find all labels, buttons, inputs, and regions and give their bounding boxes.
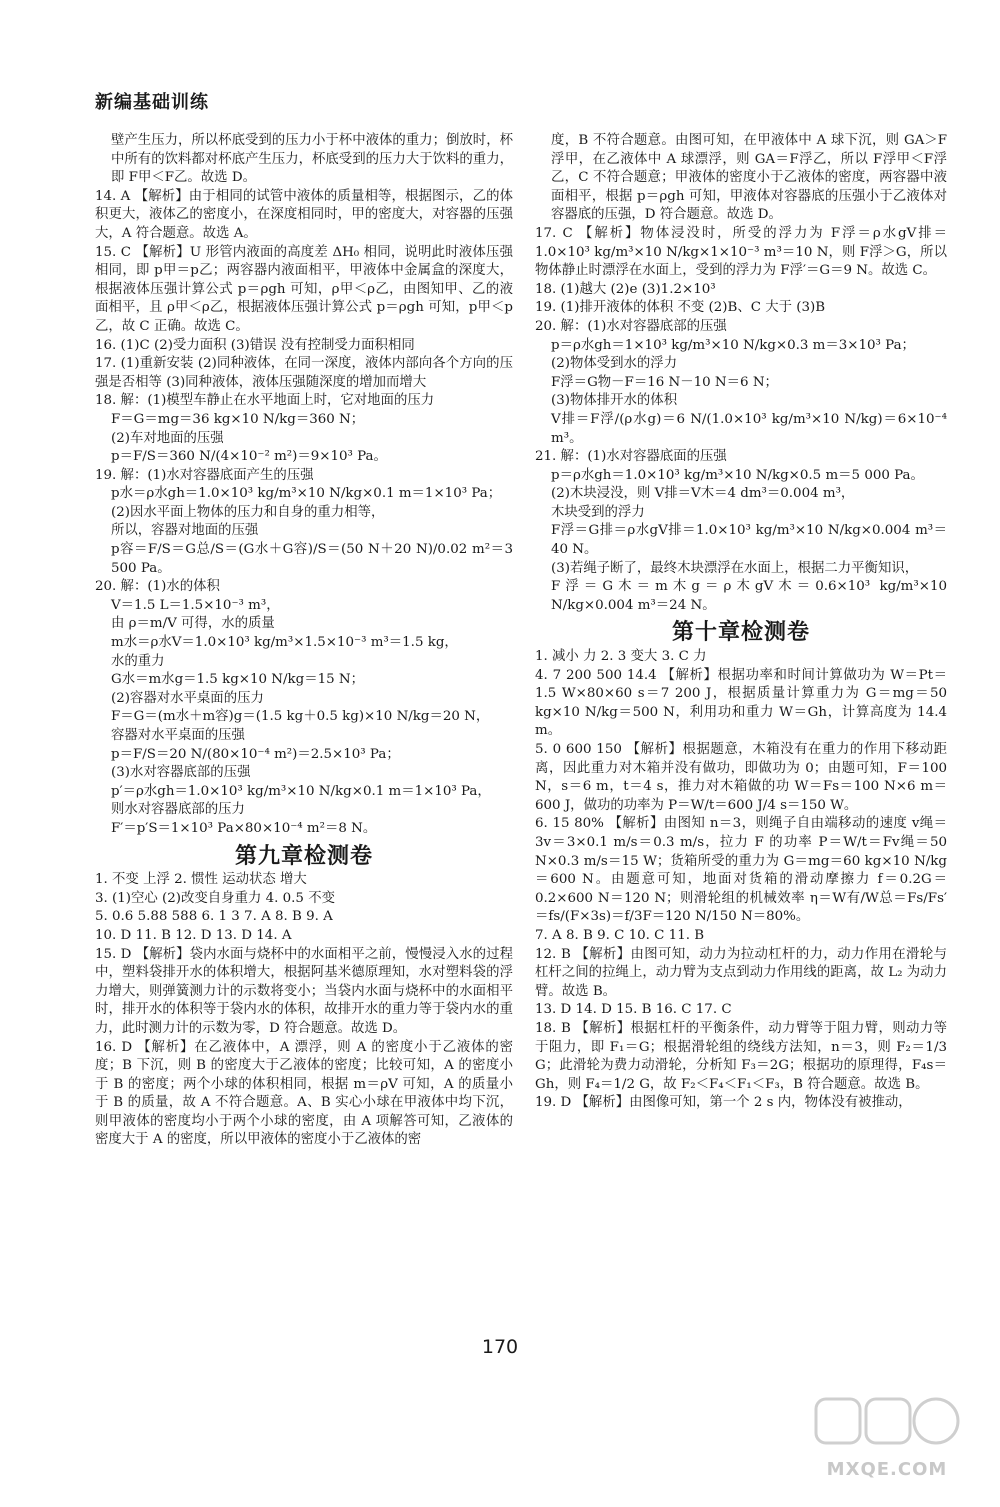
answer-paragraph: p＝ρ水gh＝1×10³ kg/m³×10 N/kg×0.3 m＝3×10³ Pa； bbox=[551, 337, 915, 353]
answer-paragraph: 16. D 【解析】在乙液体中，A 漂浮，则 A 的密度小于乙液体的密度；B 下沉，则 B 的密度大于乙液体的密度；比较可知，A 的密度小于 B 的密度；两个小球的体积相同，根据 m＝ρV 可知，A 的质量小于 B 的质量，故 A 不符合题意。A、B 实心小球在甲液体中均下沉，则甲液体的密度均小于两个小球的密度，由 A 项解答可知，乙液体的密度大于 A 的密度，所以甲液体的密度小于乙液体的密 bbox=[95, 1039, 513, 1148]
answer-paragraph: 19. D 【解析】由图像可知，第一个 2 s 内，物体没有被推动， bbox=[535, 1095, 912, 1111]
answer-paragraph: p水＝ρ水gh＝1.0×10³ kg/m³×10 N/kg×0.1 m＝1×10³ Pa； bbox=[111, 486, 502, 502]
answer-paragraph: (2)因水平面上物体的压力和自身的重力相等， bbox=[111, 504, 385, 520]
answer-paragraph: 19. 解：(1)水对容器底面产生的压强 bbox=[95, 467, 314, 483]
page-number: 170 bbox=[481, 1336, 519, 1358]
answer-paragraph: F′＝p′S＝1×10³ Pa×80×10⁻⁴ m²＝8 N。 bbox=[111, 820, 377, 836]
answer-paragraph: 6. 15 80% 【解析】由图知 n＝3，则绳子自由端移动的速度 v绳＝3v＝3×0.1 m/s＝0.3 m/s，拉力 F 的功率 P＝W/t＝Fv绳＝50 N×0.3 m/s＝15 W；货箱所受的重力为 G＝mg＝60 kg×10 N/kg＝600 N。由题意可知，地面对货箱的滑动摩擦力 f＝0.2G＝0.2×600 N＝120 N；则滑轮组的机械效率 η＝W有/W总＝Fs/Fs′＝fs/(F×3s)＝f/3F＝120 N/150 N＝80%。 bbox=[535, 816, 947, 925]
answer-paragraph: 15. D 【解析】袋内水面与烧杯中的水面相平之前，慢慢浸入水的过程中，塑料袋排开水的体积增大，根据阿基米德原理知，水对塑料袋的浮力增大，则弹簧测力计的示数将变小；当袋内水面与烧杯中的水面相平时，排开水的体积等于袋内水的体积，故排开水的重力等于袋内水的重力，此时测力计的示数为零，D 符合题意。故选 D。 bbox=[95, 946, 513, 1036]
answer-paragraph: G水＝m水g＝1.5 kg×10 N/kg＝15 N； bbox=[111, 672, 364, 688]
answer-paragraph: 水的重力 bbox=[111, 653, 165, 669]
right-column bbox=[535, 132, 947, 1113]
answer-paragraph: (3)若绳子断了，最终木块漂浮在水面上，根据二力平衡知识， bbox=[551, 560, 919, 576]
answer-paragraph: 17. C 【解析】物体浸没时，所受的浮力为 F浮＝ρ水gV排＝1.0×10³ kg/m³×10 N/kg×1×10⁻³ m³＝10 N，则 F浮＞G，所以物体静止时漂浮在水面上，受到的浮力为 F浮′＝G＝9 N。故选 C。 bbox=[535, 225, 947, 279]
answer-paragraph: (3)物体排开水的体积 bbox=[551, 393, 678, 409]
answer-paragraph: 18. 解：(1)模型车静止在水平地面上时，它对地面的压力 bbox=[95, 393, 435, 409]
answer-paragraph: 15. C 【解析】U 形管内液面的高度差 ΔH₀ 相同，说明此时液体压强相同，即 p甲＝p乙；两容器内液面相平，甲液体中金属盒的深度大，根据液体压强计算公式 p＝ρgh 可知，ρ甲＜ρ乙，由图知甲、乙的液面相平，且 ρ甲＜ρ乙，根据液体压强计算公式 p＝ρgh 可知，p甲＜p乙，故 C 正确。故选 C。 bbox=[95, 244, 513, 334]
answer-paragraph: 10. D 11. B 12. D 13. D 14. A bbox=[95, 927, 292, 943]
answer-paragraph: 木块受到的浮力 bbox=[551, 504, 645, 520]
answer-paragraph: 18. B 【解析】根据杠杆的平衡条件，动力臂等于阻力臂，则动力等于阻力，即 F₁＝G；根据滑轮组的绕线方法知，n＝3，则 F₂＝1/3 G；此滑轮为费力动滑轮，分析知 F₃＝2G；根据功的原理得，F₄s＝Gh，则 F₄＝1/2 G，故 F₂＜F₄＜F₁＜F₃，B 符合题意。故选 B。 bbox=[535, 1020, 947, 1092]
answer-paragraph: p容＝F/S＝G总/S＝(G水＋G容)/S＝(50 N＋20 N)/0.02 m²＝3 500 Pa。 bbox=[111, 542, 513, 576]
answer-paragraph: F浮＝G排＝ρ水gV排＝1.0×10³ kg/m³×10 N/kg×0.004 m³＝40 N。 bbox=[551, 523, 947, 558]
answer-paragraph: F浮＝G物－F＝16 N－10 N＝6 N； bbox=[551, 374, 778, 390]
answer-paragraph: p＝F/S＝360 N/(4×10⁻² m²)＝9×10³ Pa。 bbox=[111, 449, 387, 465]
answer-paragraph: 3. (1)空心 (2)改变自身重力 4. 0.5 不变 bbox=[95, 890, 335, 906]
answer-paragraph: (2)物体受到水的浮力 bbox=[551, 356, 678, 372]
answer-paragraph: 4. 7 200 500 14.4 【解析】根据功率和时间计算做功为 W＝Pt＝1.5 W×80×60 s＝7 200 J，根据质量计算重力为 G＝mg＝50 kg×10 N/kg＝500 N，利用功和重力 W＝Gh，计算高度为 14.4 m。 bbox=[535, 667, 947, 739]
answer-paragraph: 5. 0.6 5.88 588 6. 1 3 7. A 8. B 9. A bbox=[95, 909, 333, 925]
answer-paragraph: p＝ρ水gh＝1.0×10³ kg/m³×10 N/kg×0.5 m＝5 000 Pa。 bbox=[551, 467, 924, 483]
answer-paragraph: 14. A 【解析】由于相同的试管中液体的质量相等，根据图示，乙的体积更大，液体乙的密度小，在深度相同时，甲的密度大，对容器的压强大，A 符合题意。故选 A。 bbox=[95, 188, 513, 241]
answer-paragraph: 7. A 8. B 9. C 10. C 11. B bbox=[535, 927, 705, 943]
watermark-logo bbox=[812, 1395, 962, 1487]
answer-paragraph: 所以，容器对地面的压强 bbox=[111, 523, 259, 539]
answer-paragraph: (2)容器对水平桌面的压力 bbox=[111, 690, 264, 706]
answer-paragraph: F＝G＝mg＝36 kg×10 N/kg＝360 N； bbox=[111, 411, 365, 427]
answer-paragraph: 20. 解：(1)水对容器底部的压强 bbox=[535, 318, 727, 334]
answer-paragraph: 1. 不变 上浮 2. 惯性 运动状态 增大 bbox=[95, 872, 307, 888]
answer-paragraph: (2)木块浸没，则 V排＝V木＝4 dm³＝0.004 m³， bbox=[551, 486, 855, 502]
answer-paragraph: (3)水对容器底部的压强 bbox=[111, 765, 251, 781]
answer-paragraph: p＝F/S＝20 N/(80×10⁻⁴ m²)＝2.5×10³ Pa； bbox=[111, 746, 400, 762]
answer-paragraph: 12. B 【解析】由图可知，动力为拉动杠杆的力，动力作用在滑轮与杠杆之间的拉绳上，动力臂为支点到动力作用线的距离，故 L₂ 为动力臂。故选 B。 bbox=[535, 946, 947, 999]
answer-paragraph: 容器对水平桌面的压强 bbox=[111, 728, 245, 743]
section-heading: 第十章检测卷 bbox=[671, 619, 810, 646]
section-heading: 第九章检测卷 bbox=[234, 842, 373, 869]
answer-paragraph: F＝G＝(m水＋m容)g＝(1.5 kg＋0.5 kg)×10 N/kg＝20 N， bbox=[111, 709, 490, 725]
answer-paragraph: 13. D 14. D 15. B 16. C 17. C bbox=[535, 1002, 732, 1018]
answer-paragraph: 5. 0 600 150 【解析】根据题意，木箱没有在重力的作用下移动距离，因此重力对木箱并没有做功，即做功为 0；由题可知，F＝100 N，s＝6 m，t＝4 s，推力对木箱做的功 W＝Fs＝100 N×6 m＝600 J，做功的功率为 P＝W/t＝600 J/4 s＝150 W。 bbox=[535, 742, 947, 813]
answer-paragraph: V排＝F浮/(ρ水g)＝6 N/(1.0×10³ kg/m³×10 N/kg)＝6×10⁻⁴ m³。 bbox=[551, 411, 947, 446]
answer-paragraph: m水＝ρ水V＝1.0×10³ kg/m³×1.5×10⁻³ m³＝1.5 kg， bbox=[111, 635, 458, 651]
answer-paragraph: (2)车对地面的压强 bbox=[111, 430, 224, 446]
answer-paragraph: 20. 解：(1)水的体积 bbox=[95, 579, 220, 595]
answer-paragraph: 18. (1)越大 (2)e (3)1.2×10³ bbox=[535, 281, 716, 297]
answer-paragraph: 16. (1)C (2)受力面积 (3)错误 没有控制受力面积相同 bbox=[95, 337, 415, 353]
answer-paragraph: F浮＝G木＝m木g＝ρ木gV木＝0.6×10³ kg/m³×10 N/kg×0.004 m³＝24 N。 bbox=[551, 579, 947, 613]
answer-paragraph: 17. (1)重新安装 (2)同种液体，在同一深度，液体内部向各个方向的压强是否相等 (3)同种液体，液体压强随深度的增加而增大 bbox=[95, 356, 513, 390]
answer-paragraph: 21. 解：(1)水对容器底面的压强 bbox=[535, 449, 727, 465]
answer-paragraph: 度，B 不符合题意。由图可知，在甲液体中 A 球下沉，则 GA＞F浮甲，在乙液体中 A 球漂浮，则 GA＝F浮乙，所以 F浮甲＜F浮乙，C 不符合题意；甲液体的密度小于乙液体的密度，两容器中液面相平，根据 p＝ρgh 可知，甲液体对容器底的压强小于乙液体对容器底的压强，D 符合题意。故选 D。 bbox=[551, 133, 947, 223]
answer-paragraph: V＝1.5 L＝1.5×10⁻³ m³， bbox=[111, 597, 280, 613]
answer-paragraph: 19. (1)排开液体的体积 不变 (2)B、C 大于 (3)B bbox=[535, 300, 826, 316]
answer-paragraph: p′＝ρ水gh＝1.0×10³ kg/m³×10 N/kg×0.1 m＝1×10³ Pa， bbox=[111, 783, 491, 799]
book-title: 新编基础训练 bbox=[95, 92, 209, 113]
svg-text:MXQE.COM: MXQE.COM bbox=[826, 1459, 948, 1480]
answer-paragraph: 则水对容器底部的压力 bbox=[111, 802, 245, 818]
left-column bbox=[95, 132, 513, 1150]
answer-paragraph: 壁产生压力，所以杯底受到的压力小于杯中液体的重力；倒放时，杯中所有的饮料都对杯底产生压力，杯底受到的压力大于饮料的重力，即 F甲＜F乙。故选 D。 bbox=[111, 133, 513, 186]
answer-paragraph: 1. 减小 力 2. 3 变大 3. C 力 bbox=[535, 649, 707, 665]
answer-paragraph: 由 ρ＝m/V 可得，水的质量 bbox=[111, 616, 275, 632]
